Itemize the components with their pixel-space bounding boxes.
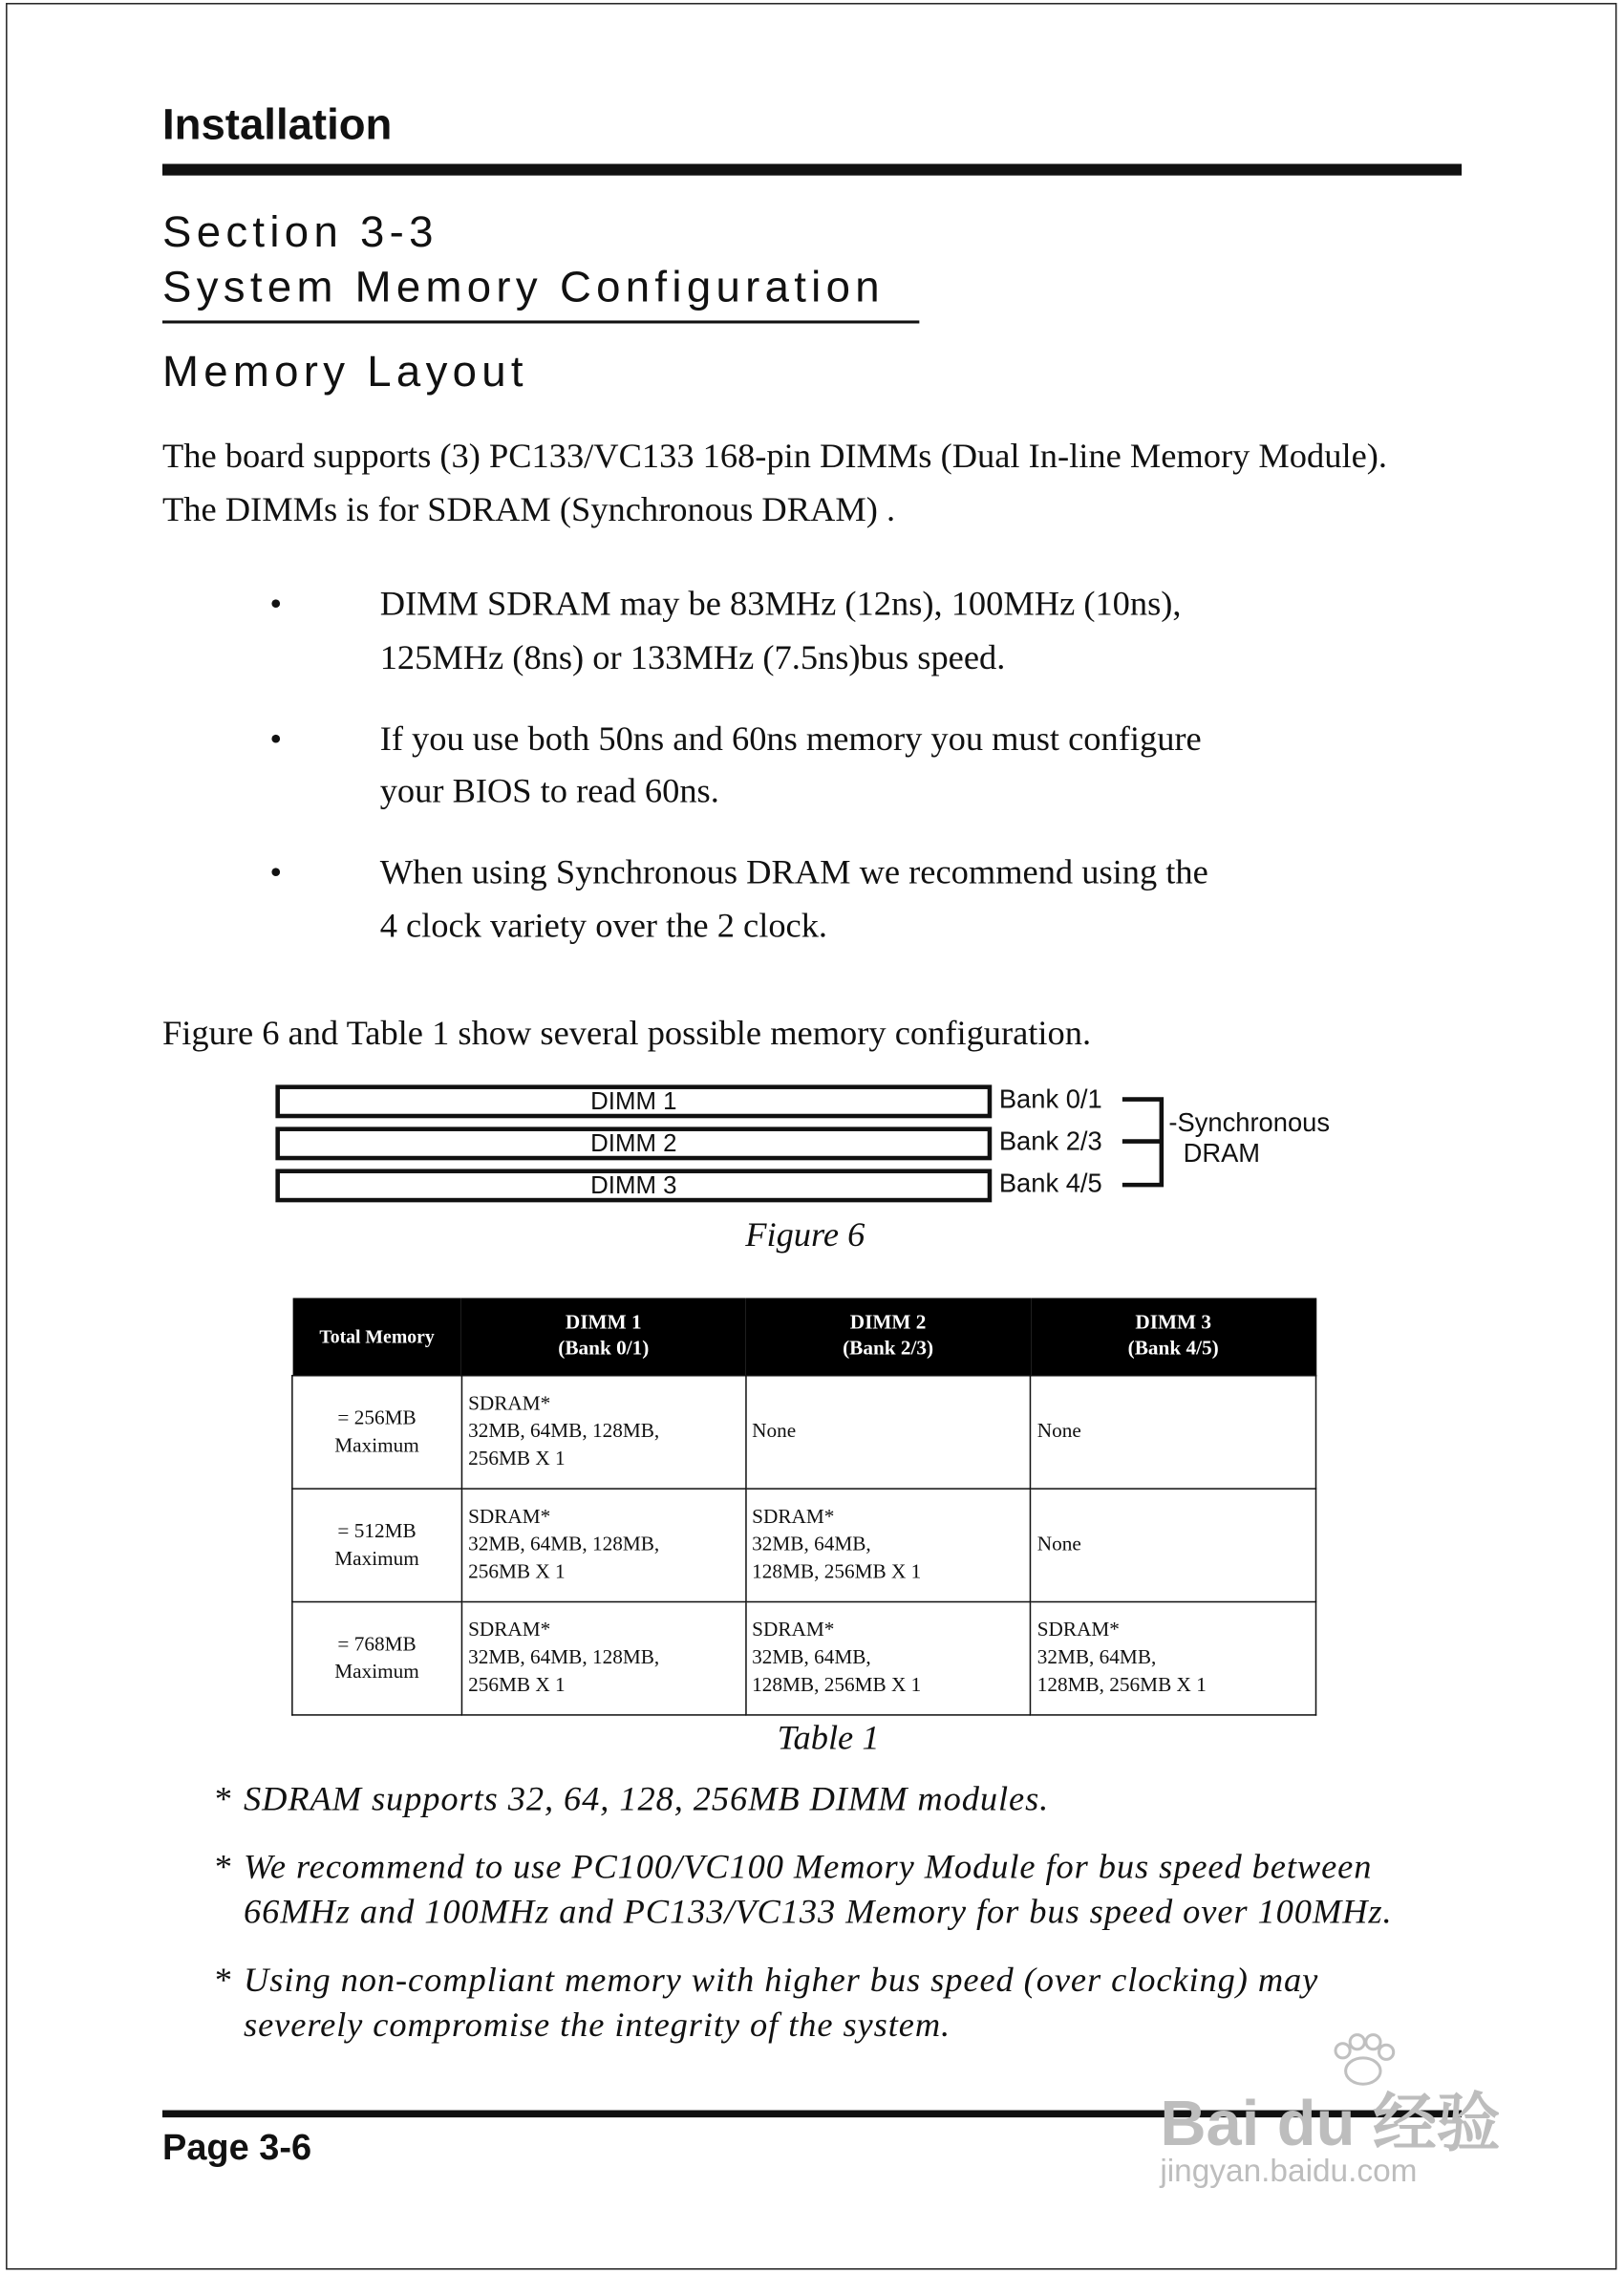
dimm-cell: None — [1031, 1489, 1316, 1601]
bank-label: Bank 0/1 — [998, 1084, 1102, 1114]
note-star: * — [213, 1780, 232, 1819]
total-memory-cell: = 512MB Maximum — [292, 1489, 461, 1601]
dimm-cell: SDRAM* 32MB, 64MB, 128MB, 256MB X 1 — [461, 1489, 745, 1601]
chapter-header: Installation — [162, 101, 393, 150]
section-number: Section 3-3 — [162, 208, 438, 257]
section-title: System Memory Configuration — [162, 264, 885, 312]
column-header: Total Memory — [292, 1298, 461, 1376]
dimm-cell: None — [1031, 1376, 1316, 1489]
group-label: -Synchronous — [1168, 1107, 1331, 1138]
intro-line-1: The board supports (3) PC133/VC133 168-pin DIMMs (Dual In-line Memory Module). — [162, 438, 1387, 476]
note-text: We recommend to use PC100/VC100 Memory Module for bus speed between — [244, 1849, 1373, 1887]
note-text: SDRAM supports 32, 64, 128, 256MB DIMM modules. — [244, 1780, 1050, 1819]
note-text: severely compromise the integrity of the system. — [244, 2006, 951, 2046]
bullet-icon: • — [269, 854, 283, 892]
figure-caption: Figure 6 — [745, 1216, 865, 1255]
dimm-cell: SDRAM* 32MB, 64MB, 128MB, 256MB X 1 — [461, 1602, 745, 1715]
column-header: DIMM 2 (Bank 2/3) — [745, 1298, 1031, 1376]
section-title-underline — [162, 320, 919, 323]
dimm-slot-2: DIMM 2 — [275, 1126, 992, 1160]
subsection-title: Memory Layout — [162, 348, 528, 397]
bullet-icon: • — [269, 720, 283, 759]
note-star: * — [213, 1962, 232, 2001]
page-number: Page 3-6 — [162, 2127, 312, 2169]
table-caption: Table 1 — [777, 1720, 880, 1758]
column-header: DIMM 3 (Bank 4/5) — [1031, 1298, 1316, 1376]
bullet-text: DIMM SDRAM may be 83MHz (12ns), 100MHz (10ns), — [379, 586, 1182, 624]
dimm-cell: None — [745, 1376, 1031, 1489]
header-rule — [162, 164, 1462, 176]
bullet-text: your BIOS to read 60ns. — [379, 773, 719, 811]
note-text: 66MHz and 100MHz and PC133/VC133 Memory for bus speed over 100MHz. — [244, 1894, 1393, 1932]
note-text: Using non-compliant memory with higher bus speed (over clocking) may — [244, 1962, 1319, 2001]
bullet-icon: • — [269, 586, 283, 624]
total-memory-cell: = 768MB Maximum — [292, 1602, 461, 1715]
dimm-slot-3: DIMM 3 — [275, 1169, 992, 1202]
watermark-url: jingyan.baidu.com — [1160, 2152, 1418, 2189]
bank-bracket-icon — [1117, 1090, 1175, 1191]
table-row — [292, 1489, 1316, 1601]
memory-config-table — [291, 1298, 1316, 1716]
table-row — [292, 1376, 1316, 1489]
group-label: DRAM — [1183, 1138, 1261, 1168]
intro-line-2: The DIMMs is for SDRAM (Synchronous DRAM) . — [162, 491, 896, 530]
dimm-cell: SDRAM* 32MB, 64MB, 128MB, 256MB X 1 — [1031, 1602, 1316, 1715]
table-header-row — [292, 1298, 1316, 1376]
note-star: * — [213, 1849, 232, 1887]
dimm-cell: SDRAM* 32MB, 64MB, 128MB, 256MB X 1 — [745, 1489, 1031, 1601]
table-row — [292, 1602, 1316, 1715]
bullet-text: If you use both 50ns and 60ns memory you must configure — [379, 720, 1202, 759]
column-header: DIMM 1 (Bank 0/1) — [461, 1298, 745, 1376]
bullet-text: 4 clock variety over the 2 clock. — [379, 908, 828, 946]
dimm-cell: SDRAM* 32MB, 64MB, 128MB, 256MB X 1 — [745, 1602, 1031, 1715]
bank-label: Bank 2/3 — [998, 1126, 1102, 1156]
figure-intro: Figure 6 and Table 1 show several possible memory configuration. — [162, 1015, 1092, 1053]
bullet-text: When using Synchronous DRAM we recommend using the — [379, 854, 1208, 892]
dimm-cell: SDRAM* 32MB, 64MB, 128MB, 256MB X 1 — [461, 1376, 745, 1489]
dimm-slot-1: DIMM 1 — [275, 1084, 992, 1118]
bullet-text: 125MHz (8ns) or 133MHz (7.5ns)bus speed. — [379, 639, 1006, 677]
watermark-brand: Bai du 经验 — [1160, 2088, 1501, 2160]
total-memory-cell: = 256MB Maximum — [292, 1376, 461, 1489]
bank-label: Bank 4/5 — [998, 1169, 1102, 1198]
